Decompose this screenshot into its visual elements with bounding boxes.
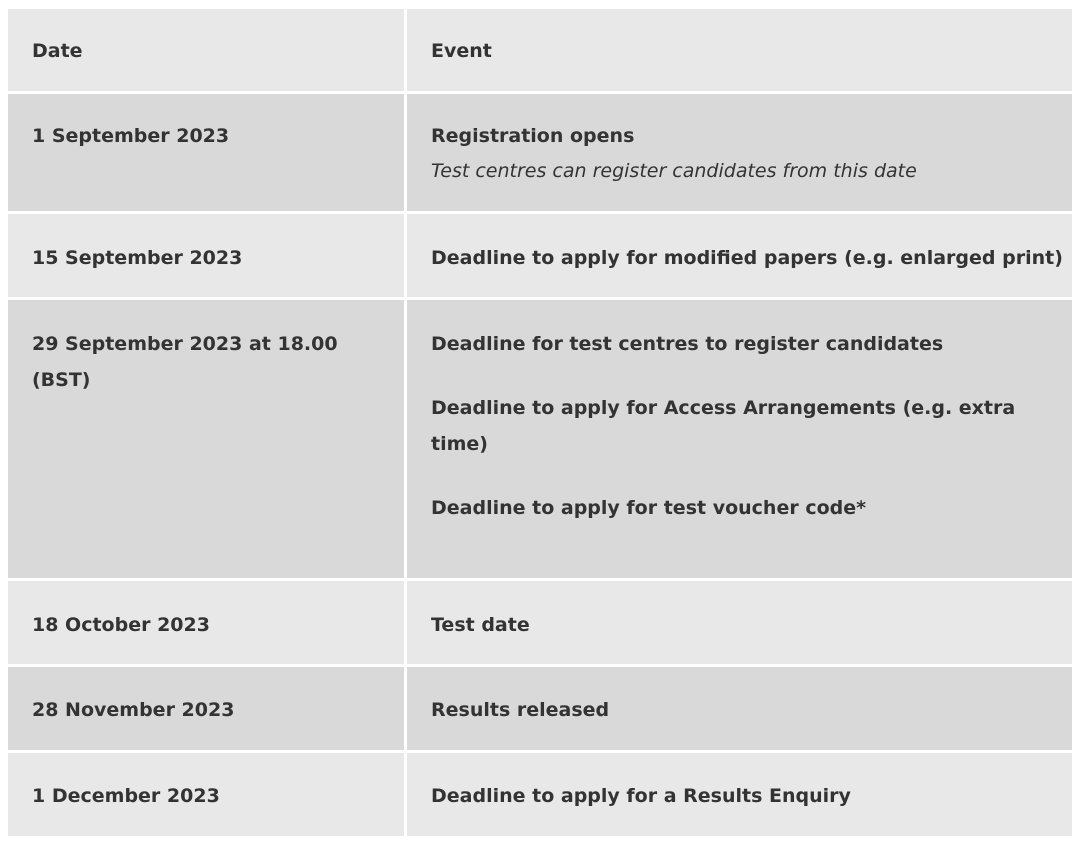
table-row [8, 214, 1072, 300]
event-title: Registration opens [431, 125, 635, 147]
date-cell [8, 667, 407, 753]
table-row [8, 94, 1072, 214]
table-row [8, 667, 1072, 753]
event-cell [407, 214, 1072, 300]
event-title: Deadline to apply for test voucher code* [431, 497, 867, 519]
event-cell [407, 94, 1072, 214]
event-title: Deadline for test centres to register candidates [431, 333, 944, 355]
event-title: Deadline to apply for a Results Enquiry [431, 785, 851, 807]
event-cell [407, 300, 1072, 581]
event-title: Deadline to apply for modified papers (e.g. enlarged print) [431, 247, 1063, 269]
event-cell [407, 753, 1072, 836]
event-cell [407, 581, 1072, 667]
key-dates-table [8, 9, 1072, 836]
event-cell [407, 667, 1072, 753]
event-title: Deadline to apply for Access Arrangements (e.g. extra time) [431, 397, 1016, 455]
date-cell [8, 753, 407, 836]
date-cell [8, 214, 407, 300]
column-header-event: Event [407, 9, 1072, 94]
date-text: 18 October 2023 [32, 614, 210, 636]
event-description: Test centres can register candidates from this date [431, 160, 917, 182]
date-text: 1 September 2023 [32, 125, 230, 147]
date-text: 1 December 2023 [32, 785, 220, 807]
date-text: 15 September 2023 [32, 247, 243, 269]
table-row [8, 581, 1072, 667]
event-title: Results released [431, 699, 610, 721]
date-text: 28 November 2023 [32, 699, 235, 721]
table-row [8, 300, 1072, 581]
date-cell [8, 300, 407, 581]
date-text: 29 September 2023 at 18.00 (BST) [32, 333, 338, 391]
column-header-date: Date [8, 9, 407, 94]
table-row [8, 753, 1072, 836]
table-header-row [8, 9, 1072, 94]
date-cell [8, 581, 407, 667]
date-cell [8, 94, 407, 214]
event-title: Test date [431, 614, 530, 636]
